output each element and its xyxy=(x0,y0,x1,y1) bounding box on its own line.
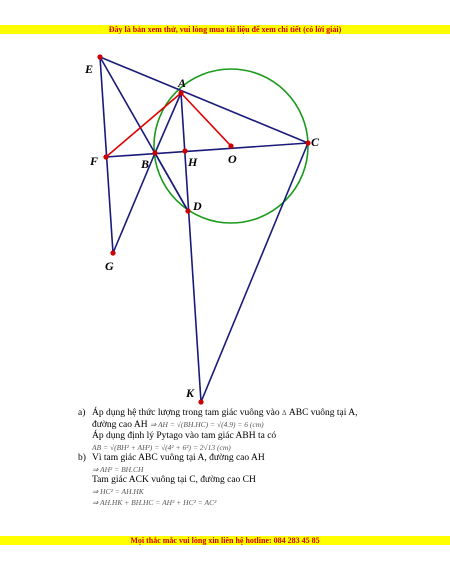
part-a-text2: đường cao AH xyxy=(92,420,148,430)
part-b-marker: b) xyxy=(78,453,86,463)
point-h xyxy=(182,148,187,153)
part-a-math1: ⇒ AH = √(BH.HC) = √(4.9) = 6 (cm) xyxy=(149,420,264,429)
part-b-line1 xyxy=(78,453,408,464)
footer-banner xyxy=(0,536,450,545)
label-c: C xyxy=(311,135,320,149)
footer-banner-text: Mọi thắc mắc vui lòng xin liên hệ hotline: 084 283 45 85 xyxy=(130,536,320,545)
part-a-line2 xyxy=(78,419,408,431)
line-bd xyxy=(155,153,188,211)
point-a xyxy=(178,90,183,95)
line-ck xyxy=(201,143,308,402)
label-o: O xyxy=(228,152,237,166)
triangle-symbol: Δ xyxy=(281,409,287,417)
part-a-line3: Áp dụng định lý Pytago vào tam giác ABH ta có xyxy=(92,431,277,441)
point-e xyxy=(97,54,102,59)
line-ec xyxy=(100,57,308,143)
point-f xyxy=(103,154,108,159)
part-b-text1: Vì tam giác ABC vuông tại A, đường cao AH xyxy=(92,453,265,463)
part-a-text1-post: ABC vuông tại A, xyxy=(288,408,358,418)
part-b-math1: ⇒ AH² = BH.CH xyxy=(92,465,144,474)
label-d: D xyxy=(193,199,202,213)
part-a-text1: Áp dụng hệ thức lượng trong tam giác vuông vào xyxy=(92,408,280,418)
part-b-math2: ⇒ HC² = AH.HK xyxy=(92,487,144,496)
line-ak xyxy=(181,93,201,402)
label-h: H xyxy=(188,155,198,169)
label-g: G xyxy=(105,259,114,273)
label-a: A xyxy=(178,76,187,90)
line-fa xyxy=(106,93,181,157)
part-b-math3: ⇒ AH.HK + BH.HC = AH² + HC² = AC² xyxy=(92,498,217,507)
solution-text xyxy=(78,408,408,508)
part-a-math2: AB = √(BH² + AH²) = √(4² + 6²) = 2√13 (cm) xyxy=(92,443,231,452)
part-a-line1 xyxy=(78,408,408,419)
point-d xyxy=(185,208,190,213)
part-b-line2: Tam giác ACK vuông tại C, đường cao CH xyxy=(92,475,256,485)
label-f: F xyxy=(90,154,99,168)
point-o xyxy=(228,143,233,148)
label-e: E xyxy=(85,62,94,76)
point-k xyxy=(198,399,203,404)
header-banner-text: Đây là bản xem thử, vui lòng mua tài liệu để xem chi tiết (có lời giải) xyxy=(108,25,342,34)
point-c xyxy=(305,140,310,145)
part-a-marker: a) xyxy=(78,408,86,418)
label-k: K xyxy=(186,386,195,400)
figure-lines xyxy=(100,57,308,402)
point-g xyxy=(110,250,115,255)
label-b: B xyxy=(141,157,150,171)
line-fc xyxy=(106,143,308,157)
point-b xyxy=(152,150,157,155)
